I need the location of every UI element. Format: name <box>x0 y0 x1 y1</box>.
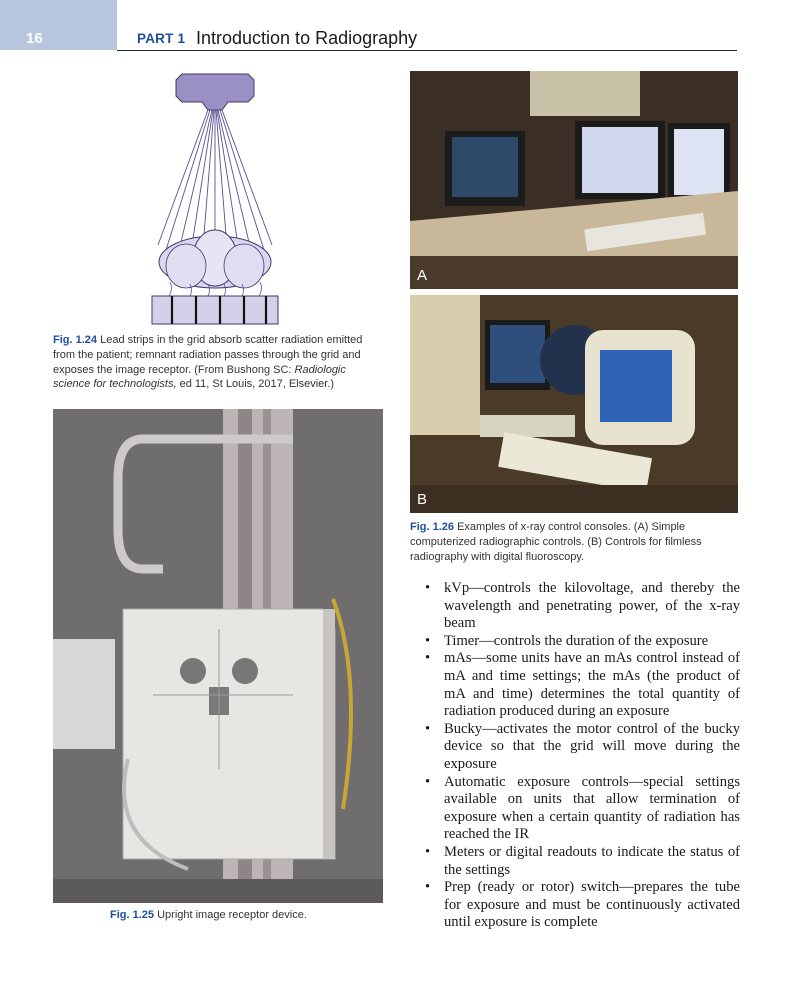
grid-scatter-diagram <box>150 70 280 328</box>
page-number-tab <box>0 0 117 50</box>
panel-b-label: B <box>417 491 428 508</box>
list-item: • Prep (ready or rotor) switch—prepares the tube for exposure and must be continuously activated until exposure is complete <box>425 879 740 932</box>
figure-1-26-caption-text: Examples of x-ray control consoles. (A) Simple computerized radiographic controls. (B) Controls for filmless radiography with digital fluoroscopy. <box>410 521 702 563</box>
list-item: • Automatic exposure controls—special settings available on units that allow termination of exposure when a certain quantity of radiation has reached the IR <box>425 774 740 844</box>
control-console-photo-a <box>410 71 738 289</box>
figure-1-26-label: Fig. 1.26 <box>410 521 455 533</box>
part-label: PART 1 <box>137 31 186 46</box>
figure-1-24-caption-text: Lead strips in the grid absorb scatter radiation emitted from the patient; remnant radiation passes through the grid and exposes the image receptor. (From Bushong SC: <box>53 334 363 376</box>
figure-1-26-caption <box>410 520 740 564</box>
upright-image-receptor-photo <box>53 409 383 903</box>
list-item: • mAs—some units have an mAs control instead of mA and time settings; the mAs (the product of mA and time) determines the total quantity of radiation produced during an exposure <box>425 650 740 720</box>
page-number: 16 <box>26 30 43 47</box>
console-controls-list <box>425 580 740 932</box>
panel-a-label: A <box>417 267 428 284</box>
list-item: • kVp—controls the kilovoltage, and thereby the wavelength and penetrating power, of the x-ray beam <box>425 580 740 633</box>
figure-1-24-caption <box>53 333 386 392</box>
figure-1-24-caption-title: Radiologic science for technologists, <box>53 363 346 391</box>
figure-1-25-label: Fig. 1.25 <box>110 909 155 921</box>
grid-icon <box>152 296 278 324</box>
figure-1-25-caption-text: Upright image receptor device. <box>157 909 307 921</box>
list-item: • Meters or digital readouts to indicate the status of the settings <box>425 844 740 879</box>
figure-1-24-label: Fig. 1.24 <box>53 334 98 346</box>
list-item: • Bucky—activates the motor control of the bucky device so that the grid will move during the exposure <box>425 721 740 774</box>
x-ray-tube-icon <box>176 74 254 110</box>
figure-1-24-caption-end: ed 11, St Louis, 2017, Elsevier.) <box>179 378 335 391</box>
header-rule <box>117 50 737 51</box>
control-console-photo-b <box>410 295 738 513</box>
figure-1-25-caption <box>110 908 390 923</box>
chapter-title: Introduction to Radiography <box>196 28 418 48</box>
list-item: • Timer—controls the duration of the exposure <box>425 633 740 651</box>
